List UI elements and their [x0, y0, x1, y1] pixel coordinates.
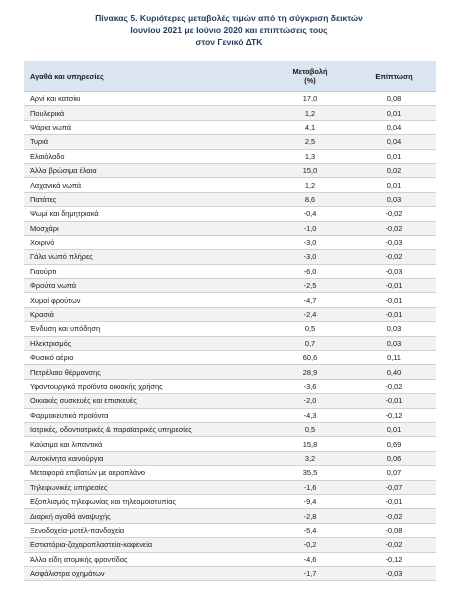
row-change: 2,5	[268, 135, 352, 149]
table-title	[0, 12, 458, 48]
row-name: Ψωμί και δημητριακά	[24, 207, 268, 221]
row-name: Λαχανικά νωπά	[24, 178, 268, 192]
table-row	[24, 394, 436, 408]
table-row	[24, 120, 436, 134]
table-row	[24, 552, 436, 566]
table-row	[24, 92, 436, 106]
table-row	[24, 538, 436, 552]
table-row	[24, 351, 436, 365]
row-change: -9,4	[268, 494, 352, 508]
row-name: Αυτοκίνητα καινούργια	[24, 451, 268, 465]
table-row	[24, 279, 436, 293]
row-change: 28,9	[268, 365, 352, 379]
table-row	[24, 523, 436, 537]
row-change: -6,0	[268, 264, 352, 278]
price-changes-table	[24, 61, 436, 581]
title-line-3: στον Γενικό ΔΤΚ	[195, 37, 263, 47]
table-header-row	[24, 61, 436, 92]
table-row	[24, 163, 436, 177]
row-name: Κρασιά	[24, 307, 268, 321]
row-impact: -0,02	[352, 379, 436, 393]
row-impact: -0,12	[352, 408, 436, 422]
row-name: Χοιρινό	[24, 235, 268, 249]
header-change-line-2: (%)	[304, 76, 316, 85]
row-impact: -0,02	[352, 509, 436, 523]
row-name: Πετρέλαιο θέρμανσης	[24, 365, 268, 379]
row-change: -1,0	[268, 221, 352, 235]
table-body	[24, 92, 436, 581]
row-change: 35,5	[268, 466, 352, 480]
row-impact: 0,40	[352, 365, 436, 379]
table-row	[24, 422, 436, 436]
table-row	[24, 178, 436, 192]
row-impact: -0,02	[352, 207, 436, 221]
row-name: Τηλεφωνικές υπηρεσίες	[24, 480, 268, 494]
row-name: Ψάρια νωπά	[24, 120, 268, 134]
table-row	[24, 480, 436, 494]
table-row	[24, 221, 436, 235]
row-change: -1,6	[268, 480, 352, 494]
row-impact: 0,69	[352, 437, 436, 451]
row-change: 0,5	[268, 322, 352, 336]
row-impact: -0,03	[352, 566, 436, 580]
row-impact: 0,06	[352, 451, 436, 465]
row-name: Άλλα βρώσιμα έλαια	[24, 163, 268, 177]
row-change: -2,4	[268, 307, 352, 321]
table-row	[24, 494, 436, 508]
table-row	[24, 336, 436, 350]
row-name: Γάλα νωπό πλήρες	[24, 250, 268, 264]
row-name: Ελαιόλαδο	[24, 149, 268, 163]
row-name: Ξενοδοχεία-μοτέλ-πανδοχεία	[24, 523, 268, 537]
row-impact: -0,12	[352, 552, 436, 566]
table-row	[24, 379, 436, 393]
row-change: 1,3	[268, 149, 352, 163]
row-name: Φρούτα νωπά	[24, 279, 268, 293]
table-row	[24, 207, 436, 221]
row-change: -4,3	[268, 408, 352, 422]
row-change: 4,1	[268, 120, 352, 134]
row-change: -0,2	[268, 538, 352, 552]
table-row	[24, 408, 436, 422]
row-name: Καύσιμα και λιπαντικά	[24, 437, 268, 451]
row-name: Γιαούρτι	[24, 264, 268, 278]
row-name: Ένδυση και υπόδηση	[24, 322, 268, 336]
row-impact: 0,03	[352, 336, 436, 350]
row-change: -4,7	[268, 293, 352, 307]
header-impact: Επίπτωση	[352, 61, 436, 92]
row-name: Ηλεκτρισμός	[24, 336, 268, 350]
row-name: Μοσχάρι	[24, 221, 268, 235]
row-impact: 0,04	[352, 120, 436, 134]
row-change: 3,2	[268, 451, 352, 465]
row-name: Φαρμακευτικά προϊόντα	[24, 408, 268, 422]
row-impact: -0,08	[352, 523, 436, 537]
table-row	[24, 293, 436, 307]
row-name: Τυριά	[24, 135, 268, 149]
row-impact: -0,01	[352, 394, 436, 408]
row-change: 0,5	[268, 422, 352, 436]
row-impact: -0,02	[352, 221, 436, 235]
table-row	[24, 451, 436, 465]
row-impact: -0,02	[352, 538, 436, 552]
table-row	[24, 365, 436, 379]
row-name: Φυσικό αέριο	[24, 351, 268, 365]
row-change: -5,4	[268, 523, 352, 537]
row-name: Αρνί και κατσίκι	[24, 92, 268, 106]
row-change: -2,0	[268, 394, 352, 408]
row-name: Μεταφορά επιβατών με αεροπλάνο	[24, 466, 268, 480]
table-row	[24, 307, 436, 321]
row-change: 17,0	[268, 92, 352, 106]
row-impact: 0,07	[352, 466, 436, 480]
row-name: Άλλα είδη ατομικής φροντίδας	[24, 552, 268, 566]
row-impact: 0,01	[352, 149, 436, 163]
row-change: -3,0	[268, 250, 352, 264]
row-name: Ασφάλιστρα οχημάτων	[24, 566, 268, 580]
row-impact: 0,04	[352, 135, 436, 149]
row-change: 1,2	[268, 106, 352, 120]
row-name: Διαρκή αγαθά αναψυχής	[24, 509, 268, 523]
row-change: -4,6	[268, 552, 352, 566]
row-impact: -0,07	[352, 480, 436, 494]
row-impact: -0,01	[352, 494, 436, 508]
row-impact: -0,03	[352, 264, 436, 278]
table-row	[24, 322, 436, 336]
row-name: Πατάτες	[24, 192, 268, 206]
row-impact: 0,03	[352, 192, 436, 206]
row-name: Εστιατόρια-ζαχαροπλαστεία-καφενεία	[24, 538, 268, 552]
table-row	[24, 437, 436, 451]
row-impact: -0,01	[352, 293, 436, 307]
row-change: -0,4	[268, 207, 352, 221]
row-impact: 0,11	[352, 351, 436, 365]
row-change: 1,2	[268, 178, 352, 192]
row-impact: -0,02	[352, 250, 436, 264]
table-row	[24, 192, 436, 206]
table-row	[24, 235, 436, 249]
row-change: 15,0	[268, 163, 352, 177]
table-row	[24, 135, 436, 149]
row-change: 60,6	[268, 351, 352, 365]
row-impact: 0,01	[352, 422, 436, 436]
row-change: 8,6	[268, 192, 352, 206]
table-row	[24, 149, 436, 163]
header-goods: Αγαθά και υπηρεσίες	[24, 61, 268, 92]
row-impact: 0,03	[352, 322, 436, 336]
row-change: 0,7	[268, 336, 352, 350]
row-impact: 0,01	[352, 106, 436, 120]
row-change: -1,7	[268, 566, 352, 580]
row-name: Χυμοί φρούτων	[24, 293, 268, 307]
row-impact: -0,01	[352, 307, 436, 321]
table-row	[24, 264, 436, 278]
table-row	[24, 466, 436, 480]
row-name: Πουλερικά	[24, 106, 268, 120]
header-change-line-1: Μεταβολή	[292, 67, 328, 76]
table-row	[24, 106, 436, 120]
title-line-2: Ιουνίου 2021 με Ιούνιο 2020 και επιπτώσεις τους	[130, 25, 328, 35]
row-name: Εξοπλισμός τηλεφωνίας και τηλεομοιοτυπίας	[24, 494, 268, 508]
row-impact: 0,08	[352, 92, 436, 106]
table-row	[24, 250, 436, 264]
row-name: Ιατρικές, οδοντιατρικές & παραϊατρικές υπηρεσίες	[24, 422, 268, 436]
row-name: Υφαντουργικά προϊόντα οικιακής χρήσης	[24, 379, 268, 393]
row-change: -3,0	[268, 235, 352, 249]
header-change	[268, 61, 352, 92]
row-impact: 0,01	[352, 178, 436, 192]
row-name: Οικιακές συσκευές και επισκευές	[24, 394, 268, 408]
row-impact: -0,03	[352, 235, 436, 249]
row-impact: -0,01	[352, 279, 436, 293]
row-change: -3,6	[268, 379, 352, 393]
title-line-1: Πίνακας 5. Κυριότερες μεταβολές τιμών από τη σύγκριση δεικτών	[95, 13, 363, 23]
table-row	[24, 509, 436, 523]
row-change: -2,8	[268, 509, 352, 523]
row-change: -2,5	[268, 279, 352, 293]
row-impact: 0,02	[352, 163, 436, 177]
row-change: 15,8	[268, 437, 352, 451]
table-row	[24, 566, 436, 580]
